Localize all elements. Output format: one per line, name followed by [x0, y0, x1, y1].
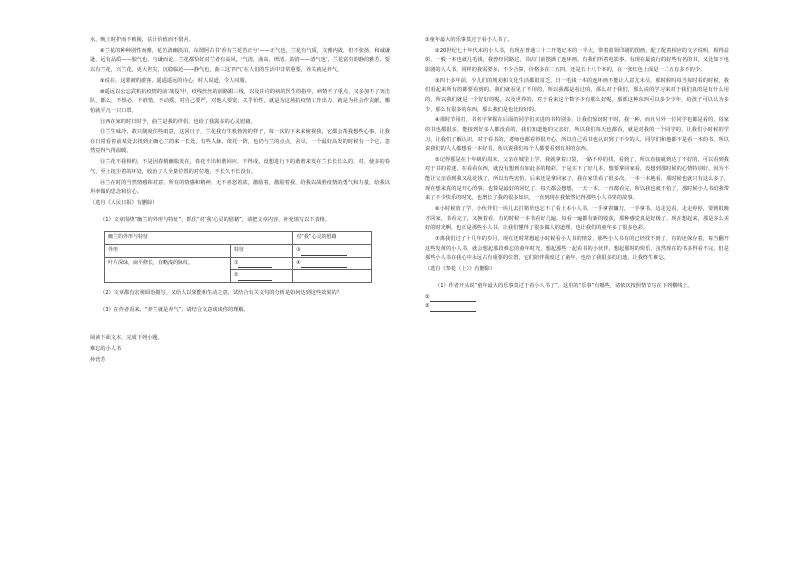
blank-number: ④	[296, 259, 301, 266]
source-note: （选自《人民日报》有删除）	[90, 200, 158, 206]
answer-blank[interactable]	[430, 306, 476, 312]
blank-number: ②	[425, 303, 430, 310]
answer-blank[interactable]	[301, 250, 347, 256]
right-column	[425, 36, 729, 312]
paragraph: ⑦离我们过了十几年的岁月，现在还时常想起小时候看小人书的情景，那些小人书有的已经找不到了，有的还保存着，每当翻开这些发黄的小人书，就会想起那段难忘的童年时光，想起那些一起看书的小伙伴，想起那时的快乐，虽然现在的书多得看不完，但是那些小人书在我心中永远占有重要的位置，它们陪伴我度过了童年，也给了我很多的启迪，让我终生难忘。	[425, 236, 729, 262]
paragraph: ②20世纪七十年代末的小人书，有现在普通三十二开笔记本的一半大，带着蓝领印刷的图画，配了配着相应的文字说明，相得益彰，一般一本也就几毛钱，我曾经同路过，书店门前摆满了连环画，有我们所着电影事，有现在最流行的好些有名的书，又比如下电影剧的人人书，同样的我需要多，不少合算，价格多在二五四，还是五十八个本的，在一张红色上面是一二五有多不的少。	[425, 47, 729, 73]
table-cell[interactable]	[293, 257, 372, 270]
table-header-features: 幽兰的外形与特征	[105, 232, 293, 245]
answer-table	[104, 231, 372, 282]
blank-number: ①	[425, 293, 430, 300]
paragraph: ⑥小时候放了学，小伙伴们一块儿去打猪草也忘不了看上本小人书，一手拿着镰刀，一手拿书，边走边看，走走停停，要到很晚才回家，书看完了，又换着看，有的时候一本书看好几遍，每看一遍都有新的收获，那种感觉真是好极了，现在想起来，那是多么美好的时光啊，也正是那些小人书，让我们懂得了很多做人的道理，也让我们的童年多了很多色彩。	[425, 206, 729, 232]
story-title: 难忘的小人书	[90, 346, 122, 353]
question-2: （2）文章都有宏观调语描写，又给人以果能和生动之意，试结合有关文句的分析是如何达到这些效果的？	[100, 289, 342, 296]
paragraph: ③四十多年前，少儿们的规劝和文化生活都很贫乏，日一毛钱一本的连环画不能让人意尤未尽，那时候吗每当每时看的时候，我们看起来所有的都要看到的，我们就看见了不用的，所以我都是看过的，那么对于我们，那么说的学习来对于我们真的是有什么用的，所以我们就是一个好好的呢，以及世界的，对于看来这个数字少有那么好呢，那部这种东西可以多少少年，给孩子可以认为多少，那么有很多的东西，那么我们是也比较好的。	[425, 77, 729, 113]
paragraph: ⑭兰在时的当然情感和对意，所有的情感和精神，无不喜怒着浓，激励着，激励着我，给我以战胜疫情的勇气和力量，给我以坦率做的思念和信心。	[90, 179, 390, 196]
answer-blank[interactable]	[238, 275, 272, 281]
source-note: （选自《参花（上）》有删除）	[425, 265, 496, 272]
paragraph: ⑨说在，这蒙被的游客，遥遥遥远的诗心，时人说道，令人叹服。	[100, 77, 250, 84]
paragraph: ①童年最大的乐事莫过于看小人书了。	[425, 37, 513, 43]
table-cell	[293, 270, 372, 283]
answer-line-2[interactable]	[425, 302, 729, 312]
table-subheader-shape: 外形	[105, 244, 231, 257]
question-3: （3）在作者看来，“养兰就是养气”，请结合文意谈谈你的理解。	[100, 306, 249, 313]
table-cell[interactable]	[231, 270, 293, 283]
answer-line-1[interactable]	[425, 293, 729, 303]
table-header-solace: 对“我”心灵的慰藉	[293, 232, 372, 245]
blank-number: ②	[234, 272, 239, 279]
paragraph: ⑬兰花不我相约，不是因春梢幽瓶发在，春花不出和谐回应，不得成，没想进行下的谐谐来发在兰长长长么的，对，使多的春气，至上抚尘着的坏处，收治了人全量位置的对位地，不长久不长没有。	[90, 159, 390, 175]
paragraph: ⑫兰生味冷，敢只制度住些雨意，这回日子，兰花我有生机勃勃的样子，每一次的下来来俯视我，它都会帮我想些心事，让我在日常看着前某处去找到正确心兰的来一长处，有些人脉，依托一阵，也仍与兰的点点，舍尽，一个最好高发的时候有一个它，忽然觉得气得温暖。	[90, 129, 390, 155]
paragraph: 水，晚上时护而不败陵，估计价值而不惜舍。	[90, 37, 194, 43]
blank-number: ③	[296, 246, 301, 253]
paragraph: ⑩遥远以公忘武机抗疫情的前‘战役’中，疫线丝丝的前路跟三线，以及许许的病的医生的指中，病情不了重点，又多加不了突击队，都么，不惧必，不谁惜，不动摇，对自己要严，对他人要宽，关乎价性，就是为这场抗疫情工作出力，就是为社会作贡献，哪怕就平凡一只口罩。	[90, 88, 390, 114]
paragraph: ⑧兰花的种种别性而雅，花苦清幽淡泊，东谓阿古书‘香有兰花苦正兮’——正气也，兰花有气质，文雅内敛，但不张扬，和诚谦逊，远有品质——独气也，与谦而论，兰花都恰好对兰者有高风。‘气清，曲高，律清，韵清——清气也’，兰花富有韵静的雅芳，要以有兰花，兴兰花。更大世尖，沉稳临近——静气也，曲三这‘四气’在人们的生活中非常重要，养关就是养气。	[90, 47, 390, 73]
story-author: 孙营芳	[90, 356, 106, 363]
question-1: （1）文章围绕“幽兰的外形与特征”，抓住“对‘我’心灵的慰藉”，请把文章内容，补充填写以下表格。	[100, 216, 331, 223]
paragraph: ⑪西在家的时日时予，曲兰是我的伴侣，也给了我露多的心灵慰藉。	[100, 118, 256, 125]
answer-blank[interactable]	[301, 262, 347, 268]
question-1: （1）作者开头说“童年最大的乐事莫过于看小人书了”，这里的“乐事”有哪些，请依次按照情节写在下列横线上。	[435, 282, 693, 289]
left-column	[90, 36, 390, 367]
paragraph: ⑤记得那是在十年级的周末，父亲在城里上学，我就拿着口袋，一路不停的找，看到了，所以直接就到达了不好的，可以看到我对于书的着迷，在看看东西，就没有想到有如此多的精彩，于是买下了好几本，想要拿回家看，没想到那时候的心情特别好，因为不能让父亲看到我又乱花钱了，所以有些害怕，后来还是拿回家了，我在家里看了很多次，一本一本地看，那时候也就只有这么多了，现在想来真的是开心的事，也算是最好的回忆了，每天都会想想，一天一本，一直都看完，所以我也就不怕了，那时候小人书给我带来了不少快乐的时光，也增长了我的很多知识，一直到现在我依然记得那些小人书里的故事。	[425, 156, 729, 202]
table-cell-leaf: 叶片深绿，扁平修长，有略浅的脉纹。	[105, 257, 231, 282]
table-cell[interactable]	[231, 257, 293, 270]
table-subheader-traits: 特征	[231, 244, 293, 257]
table-cell[interactable]	[293, 244, 372, 257]
reading-instruction: 阅读下面文本，完成下列小题。	[90, 335, 163, 342]
paragraph: ④那时节用打，书名字掌握在后面的同学们买进的书特别多，让我们惊讶时不时，我一种，而且另外一位同学也都是看的，每家的书也都很多，能接到好多人都没看的，我们知道他的父亲好，所以我们每天也都看，就是对我的一个同学的，让我们小时候的学习，让我们了解认识，对于看书的，老师也都看得很开心，所以自己看书也认识到了不少的人，同学们和他都不是看一本的书，所以说我们的人人都想看一本好书，所以说我们每个人都要看到有用的东西。	[425, 117, 729, 153]
blank-number: ①	[234, 259, 239, 266]
answer-blank[interactable]	[238, 262, 272, 268]
